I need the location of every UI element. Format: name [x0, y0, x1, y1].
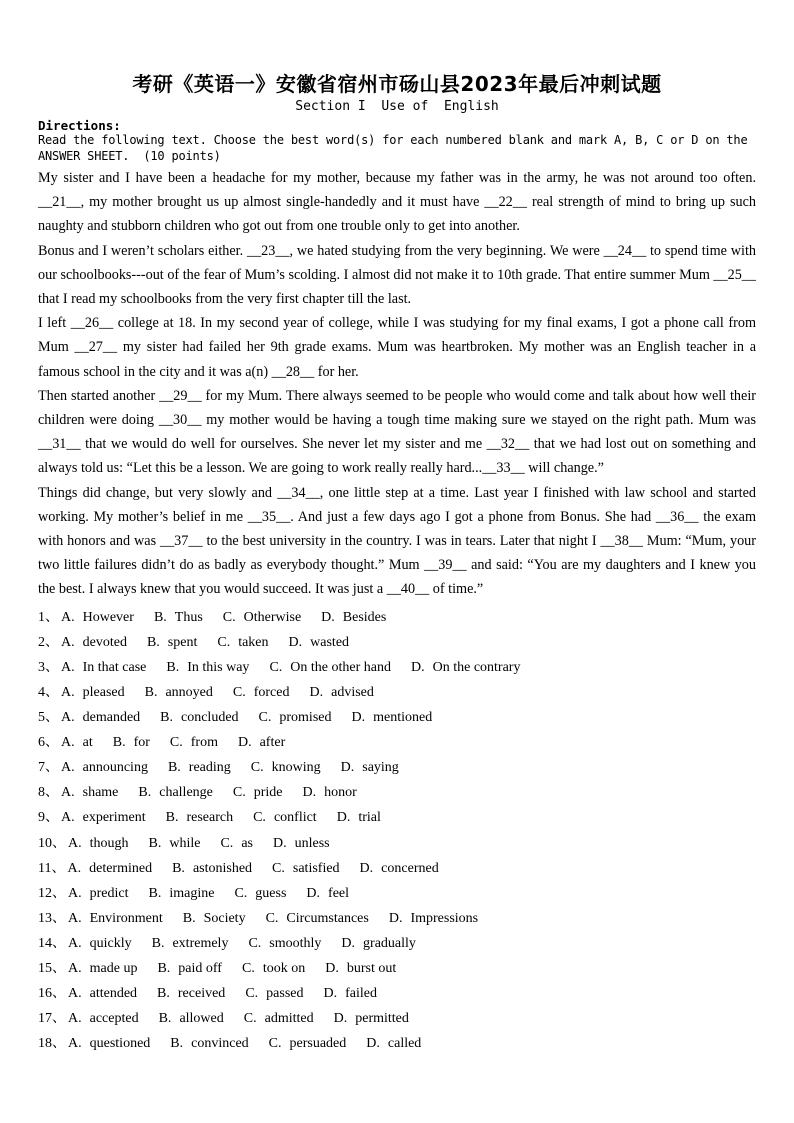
option-letter-b: B.: [167, 760, 181, 776]
option-letter-b: B.: [182, 910, 196, 926]
option-text-b: extremely: [172, 935, 229, 951]
option-letter-b: B.: [151, 935, 165, 951]
option-text-a: attended: [89, 986, 138, 1002]
directions-label: Directions:: [38, 118, 121, 133]
option-letter-d: D.: [325, 960, 339, 976]
option-letter-b: B.: [172, 860, 185, 876]
option-c: [234, 881, 286, 906]
option-letter-a: A.: [61, 659, 75, 675]
option-d: [321, 605, 386, 630]
option-text-c: persuaded: [289, 1036, 347, 1052]
option-text-a: demanded: [82, 710, 141, 726]
option-letter-a: A.: [68, 1036, 82, 1052]
option-c: [269, 1031, 347, 1056]
option-text-b: while: [169, 835, 201, 851]
question-row: [38, 605, 756, 630]
option-text-c: conflict: [273, 810, 317, 826]
option-letter-a: A.: [68, 960, 82, 976]
option-b: [154, 605, 203, 630]
option-b: [166, 805, 233, 830]
option-a: [68, 906, 163, 931]
question-number: 13、: [38, 910, 66, 926]
option-b: [145, 680, 213, 705]
question-number: 14、: [38, 935, 66, 951]
option-letter-c: C.: [232, 684, 246, 700]
directions-text: Read the following text. Choose the best word(s) for each numbered blank and mark A, B, C or D on the ANSWER SHEET. (10 points): [38, 133, 755, 163]
option-b: [168, 755, 231, 780]
option-letter-a: A.: [61, 684, 75, 700]
option-text-c: took on: [262, 960, 306, 976]
option-b: [159, 1006, 224, 1031]
option-letter-b: B.: [148, 885, 162, 901]
question-row: [38, 805, 756, 830]
option-text-b: annoyed: [165, 684, 213, 700]
option-b: [157, 981, 225, 1006]
option-a: [68, 1006, 139, 1031]
option-letter-b: B.: [148, 835, 162, 851]
option-letter-b: B.: [158, 1011, 172, 1027]
option-text-c: satisfied: [292, 860, 340, 876]
passage-paragraph: My sister and I have been a headache for my mother, because my father was in the army, he was not around too often. __21__, my mother brought us up almost single-handedly and it must have __22__ real strength of mind to bring up such naughty and stubborn children who got out from one trouble only to get into another.: [38, 170, 756, 235]
option-text-b: reading: [188, 760, 231, 776]
option-letter-d: D.: [306, 885, 321, 901]
option-letter-a: A.: [61, 785, 75, 801]
option-letter-d: D.: [359, 860, 374, 876]
option-text-a: experiment: [82, 810, 146, 826]
option-text-c: knowing: [271, 760, 321, 776]
option-text-a: determined: [89, 860, 153, 876]
option-d: [273, 831, 330, 856]
option-c: [269, 655, 391, 680]
option-c: [242, 956, 305, 981]
option-letter-d: D.: [302, 785, 317, 801]
option-letter-d: D.: [333, 1011, 348, 1027]
option-d: [366, 1031, 421, 1056]
option-letter-a: A.: [67, 860, 82, 876]
option-d: [325, 956, 396, 981]
option-text-c: Circumstances: [286, 910, 369, 926]
question-number: 2、: [38, 634, 59, 650]
option-letter-c: C.: [232, 785, 246, 801]
option-text-a: announcing: [82, 760, 148, 776]
question-row: [38, 780, 756, 805]
option-text-a: though: [89, 835, 129, 851]
option-a: [61, 605, 134, 630]
option-text-d: feel: [328, 885, 350, 901]
question-row: [38, 881, 756, 906]
option-b: [183, 906, 246, 931]
option-c: [233, 680, 290, 705]
option-a: [68, 881, 129, 906]
option-letter-d: D.: [351, 710, 366, 726]
option-letter-a: A.: [61, 609, 75, 625]
option-a: [61, 755, 148, 780]
option-letter-c: C.: [245, 986, 259, 1002]
option-c: [220, 831, 253, 856]
option-letter-d: D.: [340, 760, 355, 776]
option-d: [310, 680, 374, 705]
option-text-d: Besides: [342, 609, 387, 625]
option-a: [61, 705, 140, 730]
option-letter-b: B.: [166, 659, 180, 675]
option-letter-c: C.: [265, 910, 279, 926]
question-number: 8、: [38, 785, 59, 801]
passage-paragraph: Then started another __29__ for my Mum. There always seemed to be people who would come and talk about how well their children were doing __30__ my mother would be having a tough time making sure we stayed on the right path. Mum was __31__ that we would do well for ourselves. She never let my sister and me __32__ that we had lost out on something and always told us: “Let this be a lesson. We are going to work really really hard...__33__ will change.”: [38, 387, 756, 477]
option-letter-d: D.: [272, 835, 287, 851]
question-row: [38, 705, 756, 730]
option-letter-d: D.: [341, 935, 356, 951]
option-text-a: accepted: [89, 1011, 139, 1027]
question-number: 16、: [38, 986, 66, 1002]
option-text-b: challenge: [159, 785, 213, 801]
question-row: [38, 680, 756, 705]
option-letter-d: D.: [237, 735, 252, 751]
option-letter-d: D.: [309, 684, 324, 700]
question-row: [38, 755, 756, 780]
question-number: 11、: [38, 860, 66, 876]
option-a: [61, 680, 125, 705]
option-text-d: called: [387, 1036, 422, 1052]
question-row: [38, 1031, 756, 1056]
option-text-c: On the other hand: [290, 659, 391, 675]
option-text-c: forced: [253, 684, 290, 700]
option-letter-b: B.: [153, 609, 167, 625]
option-text-c: promised: [279, 710, 332, 726]
option-c: [251, 755, 321, 780]
option-d: [334, 1006, 409, 1031]
option-letter-b: B.: [138, 785, 152, 801]
option-d: [351, 705, 432, 730]
option-letter-a: A.: [61, 735, 75, 751]
option-text-a: at: [82, 735, 93, 751]
option-d: [323, 981, 377, 1006]
option-b: [149, 831, 201, 856]
option-text-c: guess: [255, 885, 287, 901]
option-a: [68, 981, 137, 1006]
option-letter-d: D.: [321, 609, 335, 625]
option-text-c: taken: [238, 634, 269, 650]
question-number: 4、: [38, 684, 59, 700]
option-b: [160, 705, 238, 730]
question-number: 15、: [38, 960, 66, 976]
option-letter-b: B.: [157, 986, 170, 1002]
option-c: [217, 630, 268, 655]
option-text-a: quickly: [89, 935, 132, 951]
option-text-d: trial: [358, 810, 381, 826]
option-letter-c: C.: [243, 1011, 257, 1027]
passage-paragraph: Bonus and I weren’t scholars either. __23__, we hated studying from the very beginning. We were __24__ to spend time with our schoolbooks---out of the fear of Mum’s scolding. I almost did not make it to 10th grade. That entire summer Mum __25__ that I read my schoolbooks from the very first chapter till the last.: [38, 242, 756, 308]
option-text-d: advised: [331, 684, 374, 700]
option-letter-c: C.: [234, 885, 248, 901]
option-c: [266, 906, 369, 931]
option-text-c: from: [190, 735, 218, 751]
option-c: [223, 605, 301, 630]
question-row: [38, 630, 756, 655]
option-d: [306, 881, 349, 906]
option-text-b: imagine: [169, 885, 215, 901]
option-c: [272, 856, 340, 881]
option-letter-c: C.: [253, 810, 266, 826]
option-letter-d: D.: [388, 910, 403, 926]
option-letter-c: C.: [217, 634, 231, 650]
option-text-c: as: [241, 835, 253, 851]
option-c: [259, 705, 332, 730]
option-d: [360, 856, 439, 881]
option-letter-a: A.: [68, 986, 82, 1002]
option-letter-b: B.: [160, 710, 173, 726]
question-number: 12、: [38, 885, 66, 901]
option-text-d: burst out: [346, 960, 397, 976]
option-letter-c: C.: [241, 960, 255, 976]
option-letter-c: C.: [220, 835, 234, 851]
option-b: [152, 931, 229, 956]
option-c: [245, 981, 303, 1006]
option-letter-b: B.: [144, 684, 158, 700]
option-d: [337, 805, 381, 830]
option-letter-c: C.: [169, 735, 183, 751]
option-text-a: shame: [82, 785, 119, 801]
option-text-b: In this way: [187, 659, 250, 675]
page-title: 考研《英语一》安徽省宿州市砀山县2023年最后冲刺试题: [132, 72, 662, 96]
option-a: [61, 730, 93, 755]
option-letter-c: C.: [268, 1036, 282, 1052]
option-text-d: unless: [294, 835, 330, 851]
option-text-d: On the contrary: [432, 659, 521, 675]
option-c: [248, 931, 321, 956]
option-letter-b: B.: [112, 735, 126, 751]
option-letter-a: A.: [61, 710, 75, 726]
option-text-d: honor: [324, 785, 357, 801]
option-letter-c: C.: [222, 609, 236, 625]
option-c: [244, 1006, 314, 1031]
option-letter-c: C.: [250, 760, 264, 776]
option-a: [68, 956, 137, 981]
option-a: [67, 856, 152, 881]
option-b: [149, 881, 215, 906]
question-number: 17、: [38, 1011, 66, 1027]
option-text-a: predict: [89, 885, 129, 901]
question-row: [38, 856, 756, 881]
option-text-b: concluded: [181, 710, 239, 726]
option-text-d: Impressions: [410, 910, 479, 926]
option-text-d: saying: [362, 760, 399, 776]
option-text-b: Society: [203, 910, 246, 926]
option-text-b: convinced: [191, 1036, 249, 1052]
option-d: [341, 755, 399, 780]
option-text-d: concerned: [381, 860, 439, 876]
option-d: [289, 630, 350, 655]
question-row: [38, 730, 756, 755]
option-c: [170, 730, 218, 755]
option-letter-b: B.: [170, 1036, 184, 1052]
question-number: 9、: [38, 810, 59, 826]
question-row: [38, 931, 756, 956]
option-b: [172, 856, 252, 881]
option-text-a: In that case: [82, 659, 147, 675]
option-text-b: research: [186, 810, 234, 826]
option-c: [253, 805, 317, 830]
option-text-b: received: [177, 986, 226, 1002]
section-heading: Section I Use of English: [295, 99, 499, 114]
option-text-d: failed: [345, 986, 377, 1002]
option-text-d: wasted: [310, 634, 350, 650]
option-letter-d: D.: [410, 659, 425, 675]
question-number: 5、: [38, 710, 59, 726]
option-text-d: permitted: [355, 1011, 409, 1027]
option-c: [233, 780, 283, 805]
option-letter-a: A.: [61, 760, 75, 776]
option-d: [238, 730, 285, 755]
option-a: [61, 630, 127, 655]
option-text-a: pleased: [82, 684, 125, 700]
option-d: [341, 931, 416, 956]
question-number: 18、: [38, 1036, 66, 1052]
option-a: [68, 931, 132, 956]
option-letter-d: D.: [288, 634, 303, 650]
option-letter-a: A.: [68, 910, 82, 926]
option-letter-c: C.: [258, 710, 272, 726]
option-a: [68, 831, 129, 856]
option-b: [166, 655, 249, 680]
option-b: [147, 630, 197, 655]
option-text-a: Environment: [89, 910, 163, 926]
question-number: 3、: [38, 659, 59, 675]
option-text-d: after: [259, 735, 286, 751]
option-letter-d: D.: [323, 986, 338, 1002]
option-d: [411, 655, 520, 680]
option-text-b: paid off: [178, 960, 222, 976]
option-text-c: admitted: [264, 1011, 314, 1027]
option-letter-a: A.: [68, 1011, 82, 1027]
option-text-a: devoted: [82, 634, 127, 650]
option-text-b: spent: [167, 634, 198, 650]
option-text-a: questioned: [89, 1036, 151, 1052]
option-letter-b: B.: [146, 634, 160, 650]
option-text-c: smoothly: [269, 935, 322, 951]
directions-block: [38, 118, 756, 164]
option-letter-a: A.: [68, 885, 82, 901]
option-text-c: pride: [253, 785, 283, 801]
option-text-d: mentioned: [373, 710, 433, 726]
question-row: [38, 1006, 756, 1031]
passage-paragraph: I left __26__ college at 18. In my second year of college, while I was studying for my final exams, I got a phone call from Mum __27__ my sister had failed her 9th grade exams. Mum was heartbroken. My mother was an English teacher in a famous school in the city and it was a(n) __28__ for her.: [38, 315, 756, 380]
question-number: 6、: [38, 735, 59, 751]
option-b: [138, 780, 212, 805]
option-letter-a: A.: [61, 634, 75, 650]
cloze-passage: [38, 166, 756, 602]
option-letter-b: B.: [165, 810, 179, 826]
option-d: [389, 906, 478, 931]
option-letter-a: A.: [68, 835, 82, 851]
option-letter-d: D.: [336, 810, 351, 826]
option-text-c: passed: [266, 986, 304, 1002]
option-a: [61, 805, 146, 830]
question-row: [38, 956, 756, 981]
option-letter-c: C.: [269, 659, 283, 675]
option-text-b: Thus: [174, 609, 203, 625]
question-number: 1、: [38, 609, 59, 625]
option-letter-c: C.: [248, 935, 262, 951]
option-text-d: gradually: [363, 935, 416, 951]
option-letter-d: D.: [366, 1036, 380, 1052]
option-text-a: However: [82, 609, 134, 625]
question-row: [38, 981, 756, 1006]
option-letter-a: A.: [61, 810, 75, 826]
option-letter-c: C.: [272, 860, 285, 876]
question-list: [38, 605, 756, 1057]
option-text-b: astonished: [192, 860, 253, 876]
option-a: [61, 655, 146, 680]
option-letter-b: B.: [157, 960, 171, 976]
option-a: [68, 1031, 150, 1056]
option-text-a: made up: [89, 960, 138, 976]
option-text-c: Otherwise: [243, 609, 302, 625]
question-number: 7、: [38, 760, 59, 776]
option-letter-a: A.: [68, 935, 82, 951]
option-b: [170, 1031, 248, 1056]
question-row: [38, 831, 756, 856]
option-b: [157, 956, 222, 981]
question-number: 10、: [38, 835, 66, 851]
passage-paragraph: Things did change, but very slowly and __34__, one little step at a time. Last year I finished with law school and started working. My mother’s belief in me __35__. And just a few days ago I got a phone from Bonus. She had __36__ the exam with honors and was __37__ to the best university in the country. I was in tears. Later that night I __38__ Mum: “Mum, your two little failures didn’t do as badly as everybody thought.” Mum __39__ and said: “You are my daughters and I knew you the best. I always knew that you would succeed. It was just a __40__ of time.”: [38, 484, 756, 598]
option-text-b: for: [133, 735, 150, 751]
option-text-b: allowed: [179, 1011, 224, 1027]
question-row: [38, 906, 756, 931]
option-b: [113, 730, 150, 755]
option-a: [61, 780, 118, 805]
question-row: [38, 655, 756, 680]
option-d: [302, 780, 356, 805]
